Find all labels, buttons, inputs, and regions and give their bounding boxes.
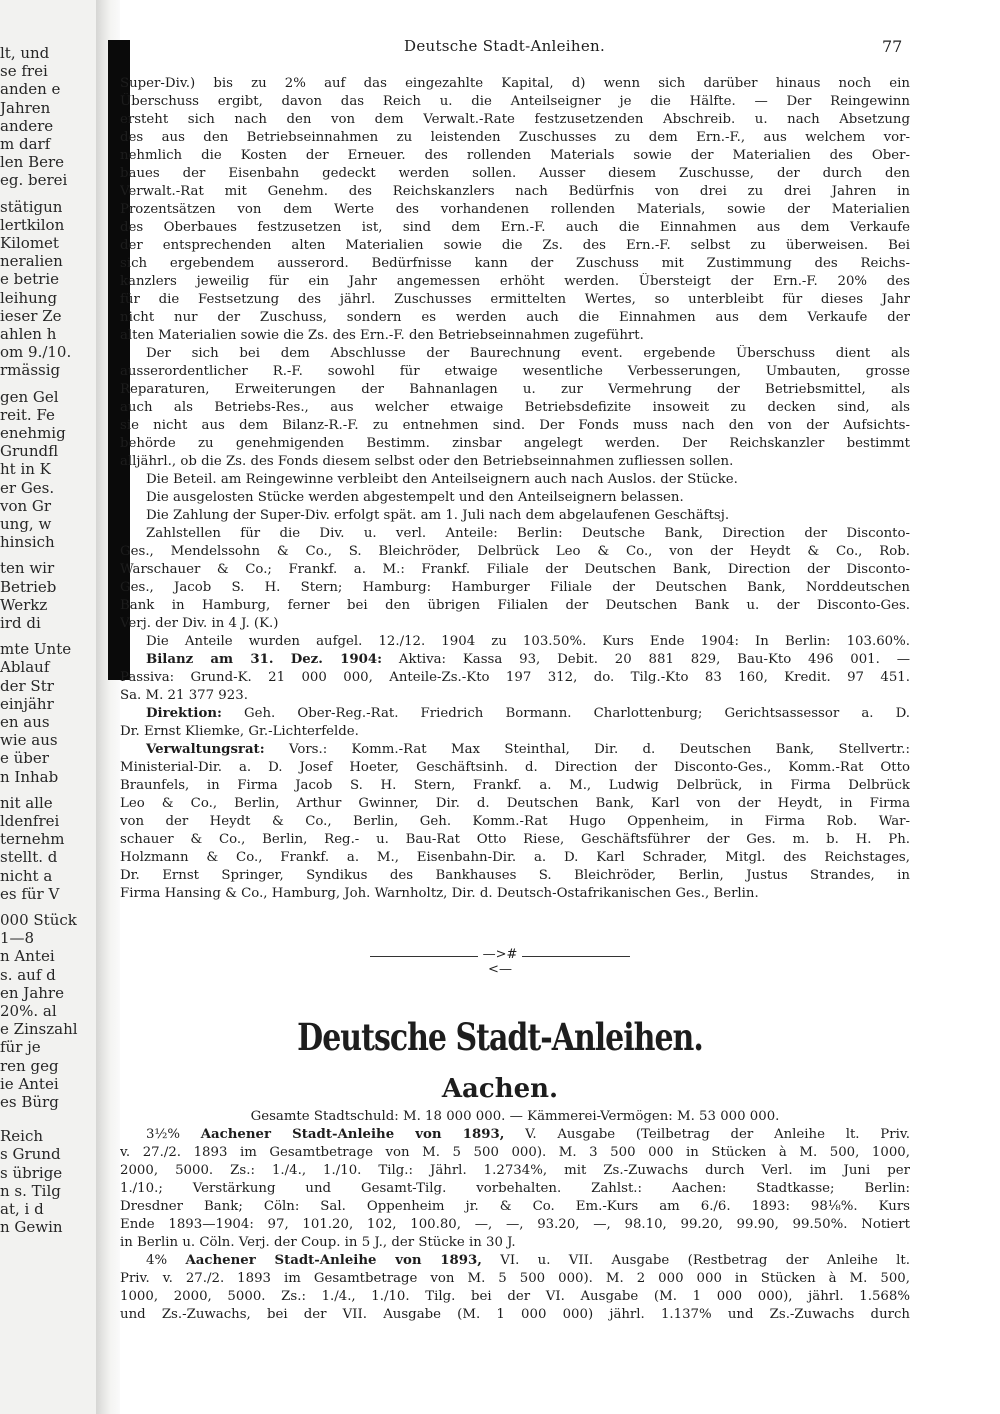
bond-entry-line: und Zs.-Zuwachs, bei der VII. Ausgabe (M. 1 000 000) jährl. 1.137% und Zs.-Zuwachs durch	[120, 1307, 910, 1322]
prev-page-fragment: ren geg	[0, 1056, 59, 1075]
prev-page-fragment: Grundfl	[0, 442, 59, 461]
prev-page-fragment: enehmig	[0, 424, 66, 442]
prev-page-fragment: Reich	[0, 1127, 44, 1146]
prev-page-fragment: Werkz	[0, 595, 48, 614]
prev-page-fragment: wie aus	[0, 731, 58, 750]
prev-page-fragment: neralien	[0, 252, 63, 271]
body-line: Die ausgelosten Stücke werden abgestempelt und den Anteilseignern belassen.	[146, 490, 684, 505]
body-line: Braunfels, in Firma Jacob S. H. Stern, Frankf. a. M., Ludwig Delbrück, in Firma Delbrück	[120, 778, 910, 793]
bond-entry-line: Priv. v. 27./2. 1893 im Gesamtbetrage von M. 5 500 000). M. 2 000 000 in Stücken à M. 500,	[120, 1271, 910, 1286]
prev-page-fragment: ahlen h	[0, 325, 57, 343]
divider-rule-right	[522, 956, 630, 957]
body-text	[120, 75, 910, 903]
prev-page-fragment: s. auf d	[0, 965, 56, 984]
divider-ornament: —>#<—	[482, 947, 518, 977]
prev-page-fragment: 20%. al	[0, 1002, 57, 1020]
prev-page-fragment: en Jahre	[0, 983, 64, 1002]
body-line: Der sich bei dem Abschlusse der Baurechnung event. ergebende Überschuss dient als	[146, 346, 910, 361]
body-line: Passiva: Grund-K. 21 000 000, Anteile-Zs.-Kto 197 312, do. Tilg.-Kto 83 160, Kredit. 97 451.	[120, 670, 910, 685]
bond-entry-line: 1./10.; Verstärkung und Gesamt-Tilg. vorbehalten. Zahlst.: Aachen: Stadtkasse; Berlin:	[120, 1181, 910, 1196]
section-divider	[370, 947, 630, 977]
bond-entry-line: in Berlin u. Cöln. Verj. der Coup. in 5 J., der Stücke in 30 J.	[120, 1235, 516, 1250]
section-title: Deutsche Stadt-Anleihen.	[297, 1016, 703, 1060]
prev-page-fragment: für je	[0, 1038, 41, 1057]
prev-page-fragment: Ablauf	[0, 658, 50, 677]
prev-page-fragment: ung, w	[0, 515, 52, 533]
bond-entry-line: 2000, 5000. Zs.: 1./4., 1./10. Tilg.: Jährl. 1.2734%, mit Zs.-Zuwachs durch Verl. im Juni per	[120, 1163, 910, 1178]
body-line: Ges., Jacob S. H. Stern; Hamburg: Hamburger Filiale der Deutschen Bank, Norddeutschen	[120, 580, 910, 595]
prev-page-fragment: ieser Ze	[0, 306, 62, 325]
body-line: des Oberbaues festzusetzen ist, sind dem Ern.-F. auch die Einnahmen aus dem Verkaufe	[120, 220, 910, 235]
prev-page-fragment: e betrie	[0, 270, 59, 289]
prev-page-fragment: Betrieb	[0, 577, 57, 596]
body-line: Bilanz am 31. Dez. 1904: Aktiva: Kassa 93, Debit. 20 881 829, Bau-Kto 496 001. —	[146, 652, 910, 667]
prev-page-fragment: n Gewin	[0, 1218, 63, 1237]
prev-page-fragment: n Antei	[0, 947, 55, 966]
body-line: Holzmann & Co., Frankf. a. M., Eisenbahn-Dir. a. D. Karl Schrader, Mitgl. des Reichstages,	[120, 850, 910, 865]
body-line: Sa. M. 21 377 923.	[120, 688, 248, 703]
prev-page-fragment: 1—8	[0, 929, 35, 948]
body-line: ersteht sich nach den von dem Verwalt.-Rate festzusetzenden Abschreib. u. nach Absetzung	[120, 112, 910, 127]
body-line: des aus den Betriebseinnahmen zu leistenden Zuschusses zu dem Ern.-F., aus welchem vor-	[120, 130, 910, 145]
body-line: Die Anteile wurden aufgel. 12./12. 1904 zu 103.50%. Kurs Ende 1904: In Berlin: 103.60%.	[146, 634, 910, 649]
body-line: Dr. Ernst Springer, Syndikus des Bankhauses S. Bleichröder, Berlin, Justus Strandes, in	[120, 868, 910, 883]
body-line: für die Festsetzung des jährl. Zuschusses ermittelten Wertes, so unterbleibt für dieses Jahr	[120, 292, 910, 307]
prev-page-fragment: lt, und	[0, 44, 50, 62]
prev-page-fragment: e Zinszahl	[0, 1020, 78, 1039]
prev-page-fragment: n s. Tilg	[0, 1181, 61, 1200]
prev-page-fragment: stätigun	[0, 197, 63, 216]
aachen-text	[120, 1108, 910, 1324]
prev-page-fragment: Jahren	[0, 98, 51, 117]
prev-page-fragment: von Gr	[0, 496, 52, 515]
previous-page-edge	[0, 0, 97, 1414]
bond-entry-line: v. 27./2. 1893 im Gesamtbetrage von M. 5 500 000). M. 3 500 000 in Stücken à M. 500, 1000,	[120, 1145, 910, 1160]
bond-entry-line: 1000, 2000, 5000. Zs.: 1./4., 1./10. Tilg. bei der VI. Ausgabe (M. 1 000 000), jährl. 1.568%	[120, 1289, 910, 1304]
body-line: Leo & Co., Berlin, Arthur Gwinner, Dir. d. Deutschen Bank, Karl von der Heydt, in Firma	[120, 796, 910, 811]
prev-page-fragment: Kilomet	[0, 234, 59, 252]
prev-page-fragment: einjähr	[0, 694, 54, 713]
prev-page-fragment: e über	[0, 749, 49, 768]
city-heading: Aachen.	[441, 1074, 559, 1104]
body-line: von der Heydt & Co., Berlin, Geh. Komm.-Rat Hugo Oppenheim, in Firma Rob. War-	[120, 814, 910, 829]
prev-page-fragment: en aus	[0, 713, 50, 731]
body-line: nehmlich die Kosten der Erneuer. des rollenden Materials sowie der Materialien des Ober-	[120, 148, 910, 163]
prev-page-fragment: at, i d	[0, 1200, 44, 1218]
running-head: Deutsche Stadt-Anleihen.	[404, 37, 606, 55]
prev-page-fragment: se frei	[0, 62, 48, 81]
body-line: sie nicht aus dem Bilanz-R.-F. zu entnehmen sind. Der Fonds muss nach den von der Aufsichts-	[120, 418, 910, 433]
prev-page-fragment: ldenfrei	[0, 812, 60, 830]
body-line: schauer & Co., Berlin, Reg.- u. Bau-Rat Otto Riese, Geschäftsführer der Ges. m. b. H. Ph.	[120, 832, 910, 847]
body-line: der entsprechenden alten Materialien sowie die Zs. des Ern.-F. selbst zu überweisen. Bei	[120, 238, 910, 253]
prev-page-fragment: ten wir	[0, 559, 55, 578]
prev-page-fragment: er Ges.	[0, 478, 55, 497]
body-line: Die Zahlung der Super-Div. erfolgt spät. am 1. Juli nach dem abgelaufenen Geschäftsj.	[146, 508, 730, 523]
body-line: ausserordentlicher R.-F. sowohl für etwaige wesentliche Verbesserungen, Umbauten, grosse	[120, 364, 910, 379]
prev-page-fragment: nicht a	[0, 866, 53, 885]
prev-page-fragment: ht in K	[0, 460, 51, 479]
bond-entry-line: 3½% Aachener Stadt-Anleihe von 1893, V. Ausgabe (Teilbetrag der Anleihe lt. Priv.	[146, 1127, 910, 1142]
prev-page-fragment: s Grund	[0, 1145, 61, 1164]
prev-page-fragment: anden e	[0, 80, 61, 99]
body-line: sich ergebendem ausserord. Bedürfnisse kann der Zuschuss mit Zustimmung des Reichs-	[120, 256, 910, 271]
prev-page-fragment: reit. Fe	[0, 405, 55, 424]
body-line: Verj. der Div. in 4 J. (K.)	[120, 616, 279, 631]
prev-page-fragment: len Bere	[0, 153, 65, 172]
body-line: Prozentsätzen von dem Werte des vorhandenen rollenden Materials, sowie der Materialien	[120, 202, 910, 217]
body-line: Reparaturen, Erweiterungen der Bahnanlagen u. zur Vermehrung der Betriebsmittel, als	[120, 382, 910, 397]
bond-entry-line: Dresdner Bank; Cöln: Sal. Oppenheim jr. & Co. Em.-Kurs am 6./6. 1893: 98⅛%. Kurs	[120, 1199, 910, 1214]
prev-page-fragment: der Str	[0, 676, 54, 695]
prev-page-fragment: rmässig	[0, 361, 61, 380]
prev-page-fragment: lertkilon	[0, 215, 65, 234]
body-line: Ministerial-Dir. a. D. Josef Hoeter, Geschäftsinh. d. Direction der Disconto-Ges., Komm.-Rat Otto	[120, 760, 910, 775]
prev-page-fragment: m darf	[0, 135, 51, 153]
body-line: Verwaltungsrat: Vors.: Komm.-Rat Max Steinthal, Dir. d. Deutschen Bank, Stellvertr.:	[146, 742, 910, 757]
city-debt-summary: Gesamte Stadtschuld: M. 18 000 000. — Kämmerei-Vermögen: M. 53 000 000.	[250, 1109, 780, 1124]
bond-entry-line: Ende 1893—1904: 97, 101.20, 102, 100.80, —, —, 93.20, —, 98.10, 99.20, 99.90, 99.50%. Notiert	[120, 1217, 910, 1232]
prev-page-fragment: andere	[0, 116, 54, 135]
body-line: Die Beteil. am Reingewinne verbleibt den Anteilseignern auch nach Auslos. der Stücke.	[146, 472, 738, 487]
prev-page-fragment: hinsich	[0, 533, 55, 552]
body-line: behörde zu genehmigenden Bestimm. zinsbar angelegt werden. Der Reichskanzler bestimmt	[120, 436, 910, 451]
body-line: Firma Hansing & Co., Hamburg, Joh. Warnholtz, Dir. d. Deutsch-Ostafrikanischen Ges., Berlin.	[120, 886, 759, 901]
prev-page-fragment: ie Antei	[0, 1074, 59, 1093]
body-line: Direktion: Geh. Ober-Reg.-Rat. Friedrich Bormann. Charlottenburg; Gerichtsassessor a. D.	[146, 706, 910, 721]
prev-page-fragment: leihung	[0, 288, 58, 307]
body-line: kanzlers jeweilig für ein Jahr angemessen erhöht werden. Übersteigt der Ern.-F. 20% des	[120, 274, 910, 289]
prev-page-fragment: n Inhab	[0, 767, 59, 786]
body-line: Zahlstellen für die Div. u. verl. Anteile: Berlin: Deutsche Bank, Direction der Disconto-	[146, 526, 910, 541]
prev-page-fragment: nit alle	[0, 793, 53, 812]
body-line: auch als Betriebs-Res., aus welcher etwaige Betriebsdefizite insoweit zu decken sind, als	[120, 400, 910, 415]
prev-page-fragment: stellt. d	[0, 848, 58, 867]
prev-page-fragment: eg. berei	[0, 171, 68, 190]
body-line: Bank in Hamburg, ferner bei den übrigen Filialen der Deutschen Bank u. der Disconto-Ges.	[120, 598, 910, 613]
body-line: Warschauer & Co.; Frankf. a. M.: Frankf. Filiale der Deutschen Bank, Direction der Disconto-	[120, 562, 910, 577]
body-line: Verwalt.-Rat mit Genehm. des Reichskanzlers nach Bedürfnis von drei zu drei Jahren in	[120, 184, 910, 199]
body-line: nicht nur der Zuschuss, sondern es werden auch die Einnahmen aus dem Verkaufe der	[120, 310, 910, 325]
body-line: Überschuss ergibt, davon das Reich u. die Anteilseigner je die Hälfte. — Der Reingewinn	[120, 94, 910, 109]
prev-page-fragment: es für V	[0, 884, 60, 903]
prev-page-fragment: mte Unte	[0, 640, 72, 659]
body-line: Dr. Ernst Kliemke, Gr.-Lichterfelde.	[120, 724, 359, 739]
divider-rule-left	[370, 956, 478, 957]
prev-page-fragment: es Bürg	[0, 1093, 59, 1111]
prev-page-fragment: s übrige	[0, 1163, 63, 1182]
body-line: Ges., Mendelssohn & Co., S. Bleichröder, Delbrück Leo & Co., von der Heydt & Co., Rob.	[120, 544, 910, 559]
page-number: 77	[882, 37, 903, 56]
body-line: alten Materialien sowie die Zs. des Ern.-F. den Betriebseinnahmen zugeführt.	[120, 328, 644, 343]
prev-page-fragment: gen Gel	[0, 387, 59, 406]
prev-page-fragment: om 9./10.	[0, 343, 72, 362]
bond-entry-line: 4% Aachener Stadt-Anleihe von 1893, VI. u. VII. Ausgabe (Restbetrag der Anleihe lt.	[146, 1253, 910, 1268]
prev-page-fragment: ird di	[0, 614, 41, 632]
prev-page-fragment: 000 Stück	[0, 911, 77, 929]
body-line: Super-Div.) bis zu 2% auf das eingezahlte Kapital, d) wenn sich darüber hinaus noch ein	[120, 76, 910, 91]
body-line: alljährl., ob die Zs. des Fonds diesem selbst oder den Betriebseinnahmen zufliessen sollen.	[120, 454, 734, 469]
prev-page-fragment: ternehm	[0, 830, 65, 849]
body-line: baues der Eisenbahn gedeckt werden sollen. Ausser diesem Zuschusse, der durch den	[120, 166, 910, 181]
